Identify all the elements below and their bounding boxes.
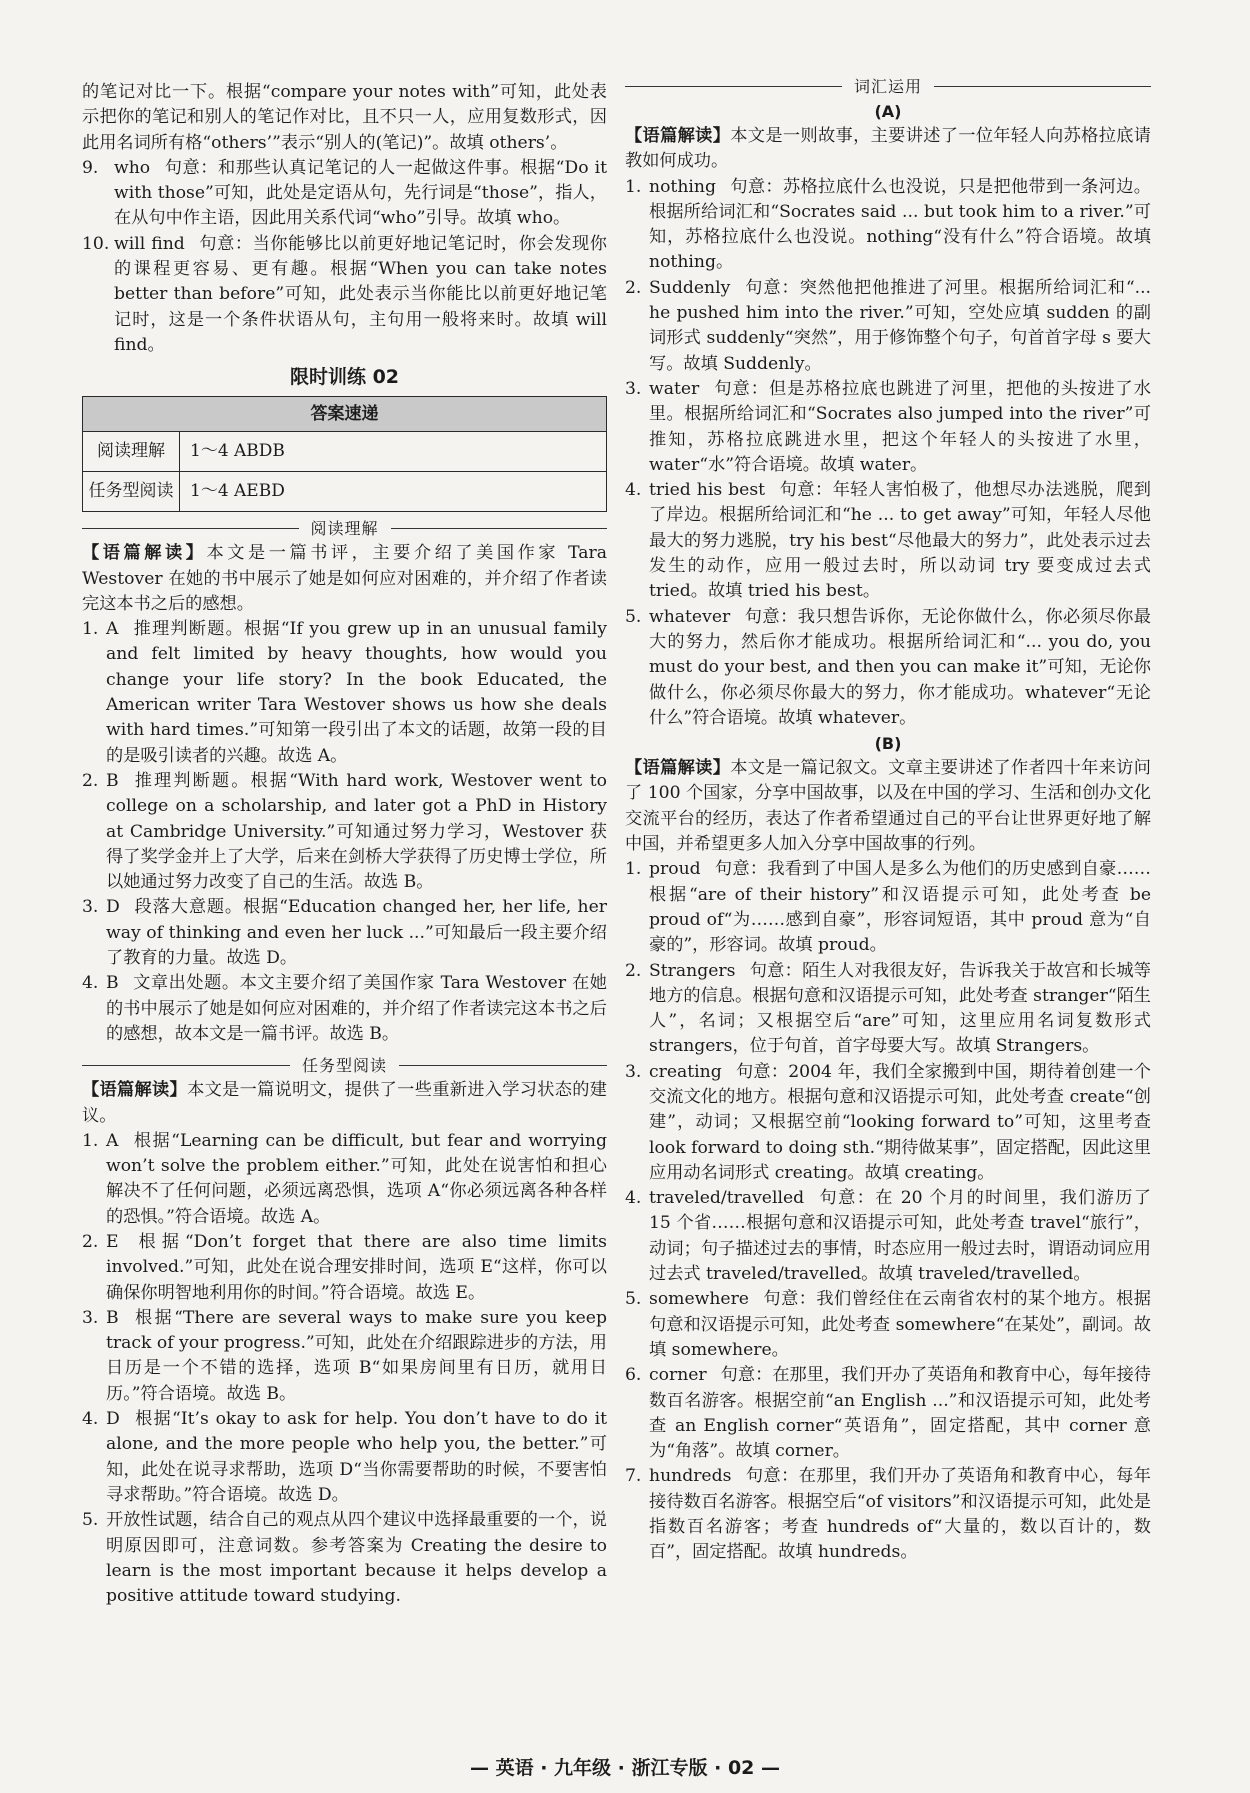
item-answer: whatever bbox=[649, 606, 731, 627]
intro-tag: 【语篇解读】 bbox=[625, 758, 731, 779]
answer-item bbox=[82, 232, 607, 358]
item-explanation: 推理判断题。根据“If you grew up in an unusual family and felt limited by heavy thoughts, how would you change your life story? In the book Educated, the American writer Tara Westover shows us how she deals with hard times.”可知第一段引出了本文的话题，故第一段的目的是吸引读者的兴趣。故选 A。 bbox=[106, 619, 607, 766]
item-answer: proud bbox=[649, 859, 701, 880]
item-body bbox=[106, 769, 607, 895]
item-explanation: 句意：苏格拉底什么也没说，只是把他带到一条河边。根据所给词汇和“Socrates said ... but took him to a river.”可知，苏格拉底什么也没说。nothing“没有什么”符合语境。故填 nothing。 bbox=[649, 176, 1151, 273]
intro-text: 本文是一篇记叙文。文章主要讲述了作者四十年来访问了 100 个国家，分享中国故事，以及在中国的学习、生活和创办文化交流平台的经历，表达了作者希望通过自己的平台让世界更好地了解中国，并希望更多人加入分享中国故事的行列。 bbox=[625, 758, 1151, 855]
answer-list-prev bbox=[82, 156, 607, 358]
passage-intro bbox=[82, 1078, 607, 1129]
item-number: 2. bbox=[82, 1231, 99, 1252]
item-number: 3. bbox=[625, 378, 642, 399]
item-number: 3. bbox=[82, 1307, 99, 1328]
item-explanation: 根据“Don’t forget that there are also time limits involved.”可知，此处在说合理安排时间，选项 E“这样，你可以确保你明智地利用你的时间。”符合语境。故选 E。 bbox=[106, 1231, 607, 1303]
item-body bbox=[649, 175, 1151, 276]
item-explanation: 文章出处题。本文主要介绍了美国作家 Tara Westover 在她的书中展示了她是如何应对困难的，并介绍了作者读完这本书之后的感想，故本文是一篇书评。故选 B。 bbox=[106, 973, 607, 1044]
intro-tag: 【语篇解读】 bbox=[625, 126, 731, 146]
item-number: 5. bbox=[625, 1289, 642, 1310]
item-explanation: 根据“There are several ways to make sure you keep track of your progress.”可知，此处在介绍跟踪进步的方法，用日历是一个不错的选择，选项 B“如果房间里有日历，就用日历。”符合语境。故选 B。 bbox=[106, 1307, 607, 1404]
item-answer: hundreds bbox=[649, 1466, 732, 1487]
subhead-label: 阅读理解 bbox=[310, 519, 379, 539]
item-body bbox=[649, 1060, 1151, 1186]
item-body bbox=[649, 1287, 1151, 1363]
subhead-reading bbox=[82, 516, 607, 541]
item-explanation: 句意：我们曾经住在云南省农村的某个地方。根据句意和汉语提示可知，此处考查 somewhere“在某处”，副词。故填 somewhere。 bbox=[649, 1289, 1151, 1360]
item-number: 1. bbox=[625, 176, 642, 197]
answer-item bbox=[625, 478, 1151, 604]
answer-table-header: 答案速递 bbox=[83, 397, 607, 432]
item-body bbox=[649, 478, 1151, 604]
item-explanation: 句意：2004 年，我们全家搬到中国，期待着创建一个交流文化的地方。根据句意和汉语提示可知，此处考查 create“创建”，动词；又根据空前“looking forward to”可知，这里考查 look forward to doing sth.“期待做某事”，固定搭配，因此这里应用动名词形式 creating。故填 creating。 bbox=[649, 1061, 1151, 1183]
answer-item bbox=[625, 1464, 1151, 1565]
item-explanation: 句意：但是苏格拉底也跳进了河里，把他的头按进了水里。根据所给词汇和“Socrates also jumped into the river”可推知，苏格拉底跳进水里，把这个年轻人的头按进了水里，water“水”符合语境。故填 water。 bbox=[649, 378, 1151, 475]
table-row bbox=[83, 432, 607, 472]
item-number: 4. bbox=[82, 973, 99, 994]
right-column bbox=[625, 76, 1151, 1566]
item-number: 3. bbox=[82, 897, 99, 918]
item-explanation: 段落大意题。根据“Education changed her, her life, her way of thinking and even her luck ...”可知最后一段主要介绍了教育的力量。故选 D。 bbox=[106, 897, 607, 969]
item-body bbox=[114, 156, 607, 232]
passage-intro bbox=[82, 541, 607, 617]
item-body bbox=[649, 1363, 1151, 1464]
table-cell-value: 1～4 ABDB bbox=[180, 432, 607, 472]
answer-list-task bbox=[82, 1129, 607, 1610]
item-body bbox=[106, 1508, 607, 1609]
item-number: 1. bbox=[82, 1130, 99, 1151]
answer-item bbox=[625, 857, 1151, 958]
answer-item bbox=[625, 175, 1151, 276]
answer-item bbox=[82, 895, 607, 971]
item-explanation: 根据“Learning can be difficult, but fear and worrying won’t solve the problem either.”可知，此处在说害怕和担心解决不了任何问题，必须远离恐惧，选项 A“你必须远离各种各样的恐惧。”符合语境。故选 A。 bbox=[106, 1130, 607, 1227]
item-number: 5. bbox=[82, 1510, 99, 1531]
passage-intro bbox=[625, 756, 1151, 857]
item-answer: somewhere bbox=[649, 1289, 749, 1310]
answer-table bbox=[82, 396, 607, 512]
item-answer: Strangers bbox=[649, 960, 736, 981]
item-answer: E bbox=[106, 1231, 119, 1252]
answer-item bbox=[625, 605, 1151, 731]
item-number: 7. bbox=[625, 1466, 642, 1487]
item-number: 2. bbox=[625, 960, 642, 981]
item-body bbox=[649, 276, 1151, 377]
item-body bbox=[106, 1306, 607, 1407]
answer-item bbox=[82, 971, 607, 1047]
item-number: 4. bbox=[625, 480, 642, 501]
item-body bbox=[649, 1464, 1151, 1565]
item-explanation: 句意：在 20 个月的时间里，我们游历了 15 个省……根据句意和汉语提示可知，此处考查 travel“旅行”，动词；句子描述过去的事情，时态应用一般过去时，谓语动词应用过去式 traveled/travelled。故填 traveled/travelled。 bbox=[649, 1188, 1151, 1285]
answer-item bbox=[625, 1363, 1151, 1464]
item-body bbox=[649, 605, 1151, 731]
intro-text: 本文是一篇说明文，提供了一些重新进入学习状态的建议。 bbox=[82, 1080, 607, 1126]
subhead-vocab bbox=[625, 74, 1151, 99]
item-answer: B bbox=[106, 770, 119, 791]
item-answer: Suddenly bbox=[649, 277, 731, 298]
divider bbox=[82, 528, 299, 529]
item-body bbox=[106, 895, 607, 971]
answer-item bbox=[625, 959, 1151, 1060]
item-body bbox=[106, 617, 607, 769]
item-number: 2. bbox=[625, 277, 642, 298]
item-number: 6. bbox=[625, 1365, 642, 1386]
answer-item bbox=[82, 1129, 607, 1230]
answer-item bbox=[625, 276, 1151, 377]
item-explanation: 句意：在那里，我们开办了英语角和教育中心，每年接待数百名游客。根据空后“of visitors”和汉语提示可知，此处是指数百名游客；考查 hundreds of“大量的，数以百计的，数百”，固定搭配。故填 hundreds。 bbox=[649, 1466, 1151, 1563]
item-explanation: 句意：年轻人害怕极了，他想尽办法逃脱，爬到了岸边。根据所给词汇和“he ... to get away”可知，年轻人尽他最大的努力逃脱，try his best“尽他最大的努力”，此处表示过去发生的动作，应用一般过去时，所以动词 try 要变成过去式 tried。故填 tried his best。 bbox=[649, 480, 1151, 602]
table-cell-key: 任务型阅读 bbox=[83, 472, 180, 512]
intro-text: 本文是一篇书评，主要介绍了美国作家 Tara Westover 在她的书中展示了她是如何应对困难的，并介绍了作者读完这本书之后的感想。 bbox=[82, 543, 607, 614]
item-explanation: 根据“It’s okay to ask for help. You don’t have to do it alone, and the more people who help you, the better.”可知，此处在说寻求帮助，选项 D“当你需要帮助的时候，不要害怕寻求帮助。”符合语境。故选 D。 bbox=[106, 1409, 607, 1505]
page-footer: — 英语 · 九年级 · 浙江专版 · 02 — bbox=[469, 1757, 780, 1779]
passage-intro bbox=[625, 124, 1151, 175]
item-body bbox=[106, 971, 607, 1047]
item-body bbox=[649, 959, 1151, 1060]
answer-item bbox=[82, 1230, 607, 1306]
continued-paragraph: 的笔记对比一下。根据“compare your notes with”可知，此处表示把你的笔记和别人的笔记作对比，且不只一人，应用复数形式，因此用名词所有格“others’”表示“别人的(笔记)”。故填 others’。 bbox=[82, 82, 607, 153]
item-answer: water bbox=[649, 378, 700, 399]
item-answer: tried his best bbox=[649, 480, 766, 501]
item-body bbox=[649, 857, 1151, 958]
answer-item bbox=[82, 1306, 607, 1407]
item-answer: A bbox=[106, 619, 119, 640]
item-explanation: 句意：我看到了中国人是多么为他们的历史感到自豪……根据“are of their history”和汉语提示可知，此处考查 be proud of“为……感到自豪”，形容词短语，其中 proud 意为“自豪的”，形容词。故填 proud。 bbox=[649, 859, 1151, 956]
divider bbox=[625, 86, 842, 87]
item-explanation: 句意：突然他把他推进了河里。根据所给词汇和“... he pushed him into the river.”可知，空处应填 sudden 的副词形式 suddenly“突然”，用于修饰整个句子，句首首字母 s 要大写。故填 Suddenly。 bbox=[649, 277, 1151, 374]
item-answer: D bbox=[106, 1409, 120, 1430]
table-row bbox=[83, 472, 607, 512]
answer-item bbox=[82, 1508, 607, 1609]
part-label-b: (B) bbox=[874, 734, 902, 754]
item-number: 4. bbox=[625, 1188, 642, 1209]
intro-tag: 【语篇解读】 bbox=[82, 543, 207, 564]
subhead-label: 词汇运用 bbox=[854, 76, 923, 96]
divider bbox=[399, 1065, 607, 1066]
item-explanation: 句意：陌生人对我很友好，告诉我关于故宫和长城等地方的信息。根据句意和汉语提示可知，此处考查 stranger“陌生人”，名词；又根据空后“are”可知，这里应用名词复数形式 strangers，位于句首，首字母要大写。故填 Strangers。 bbox=[649, 960, 1151, 1057]
item-answer: D bbox=[106, 897, 120, 918]
item-answer: B bbox=[106, 973, 119, 994]
table-cell-value: 1～4 AEBD bbox=[180, 472, 607, 512]
item-body bbox=[649, 377, 1151, 478]
item-number: 10. bbox=[82, 233, 110, 254]
item-answer: corner bbox=[649, 1365, 707, 1386]
item-number: 1. bbox=[82, 619, 99, 640]
item-explanation: 句意：在那里，我们开办了英语角和教育中心，每年接待数百名游客。根据空前“an English ...”和汉语提示可知，此处考查 an English corner“英语角”，固定搭配，其中 corner 意为“角落”。故填 corner。 bbox=[649, 1365, 1151, 1462]
answer-item bbox=[625, 377, 1151, 478]
item-answer: creating bbox=[649, 1061, 722, 1082]
answer-list-a bbox=[625, 175, 1151, 732]
answer-item bbox=[625, 1060, 1151, 1186]
divider bbox=[934, 86, 1151, 87]
item-answer: A bbox=[106, 1130, 119, 1151]
item-answer: will find bbox=[114, 233, 185, 254]
answer-item bbox=[82, 617, 607, 769]
answer-item bbox=[625, 1186, 1151, 1287]
item-number: 5. bbox=[625, 606, 642, 627]
divider bbox=[391, 528, 608, 529]
table-cell-key: 阅读理解 bbox=[83, 432, 180, 472]
item-answer: B bbox=[106, 1307, 119, 1328]
answer-list-b bbox=[625, 857, 1151, 1565]
item-number: 2. bbox=[82, 770, 99, 791]
item-body bbox=[114, 232, 607, 358]
item-body bbox=[106, 1230, 607, 1306]
item-answer: who bbox=[114, 157, 151, 178]
item-body bbox=[649, 1186, 1151, 1287]
part-label-a: (A) bbox=[874, 102, 902, 121]
item-explanation: 句意：当你能够比以前更好地记笔记时，你会发现你的课程更容易、更有趣。根据“When you can take notes better than before”可知，此处表示当你能比以前更好地记笔记时，这是一个条件状语从句，主句用一般将来时。故填 will find。 bbox=[114, 233, 607, 355]
item-number: 4. bbox=[82, 1409, 99, 1430]
subhead-task bbox=[82, 1053, 607, 1078]
answer-item bbox=[625, 1287, 1151, 1363]
intro-text: 本文是一则故事，主要讲述了一位年轻人向苏格拉底请教如何成功。 bbox=[625, 126, 1151, 172]
left-column bbox=[82, 80, 607, 1609]
item-explanation: 推理判断题。根据“With hard work, Westover went to college on a scholarship, and later got a PhD in History at Cambridge University.”可知通过努力学习，Westover 获得了奖学金并上了大学，后来在剑桥大学获得了历史博士学位，所以她通过努力改变了自己的生活。故选 B。 bbox=[106, 770, 607, 893]
answer-item bbox=[82, 769, 607, 895]
item-body bbox=[106, 1129, 607, 1230]
item-explanation: 句意：我只想告诉你，无论你做什么，你必须尽你最大的努力，然后你才能成功。根据所给词汇和“... you do, you must do your best, and then you can make it”可知，无论你做什么，你必须尽你最大的努力，你才能成功。whatever“无论什么”符合语境。故填 whatever。 bbox=[649, 606, 1151, 728]
section-title: 限时训练 02 bbox=[289, 366, 400, 389]
item-body bbox=[106, 1407, 607, 1508]
item-number: 9. bbox=[82, 157, 99, 178]
answer-list-reading bbox=[82, 617, 607, 1047]
intro-tag: 【语篇解读】 bbox=[82, 1080, 188, 1101]
answer-item bbox=[82, 1407, 607, 1508]
divider bbox=[82, 1065, 290, 1066]
answer-item bbox=[82, 156, 607, 232]
item-explanation: 句意：和那些认真记笔记的人一起做这件事。根据“Do it with those”可知，此处是定语从句，先行词是“those”，指人，在从句中作主语，因此用关系代词“who”引导。故填 who。 bbox=[114, 157, 607, 229]
item-answer: traveled/travelled bbox=[649, 1188, 805, 1209]
subhead-label: 任务型阅读 bbox=[302, 1056, 388, 1076]
item-number: 3. bbox=[625, 1061, 642, 1082]
item-explanation: 开放性试题，结合自己的观点从四个建议中选择最重要的一个，说明原因即可，注意词数。参考答案为 Creating the desire to learn is the most important because it helps develop a positive attitude toward studying. bbox=[106, 1510, 607, 1607]
item-answer: nothing bbox=[649, 176, 716, 197]
item-number: 1. bbox=[625, 859, 642, 880]
